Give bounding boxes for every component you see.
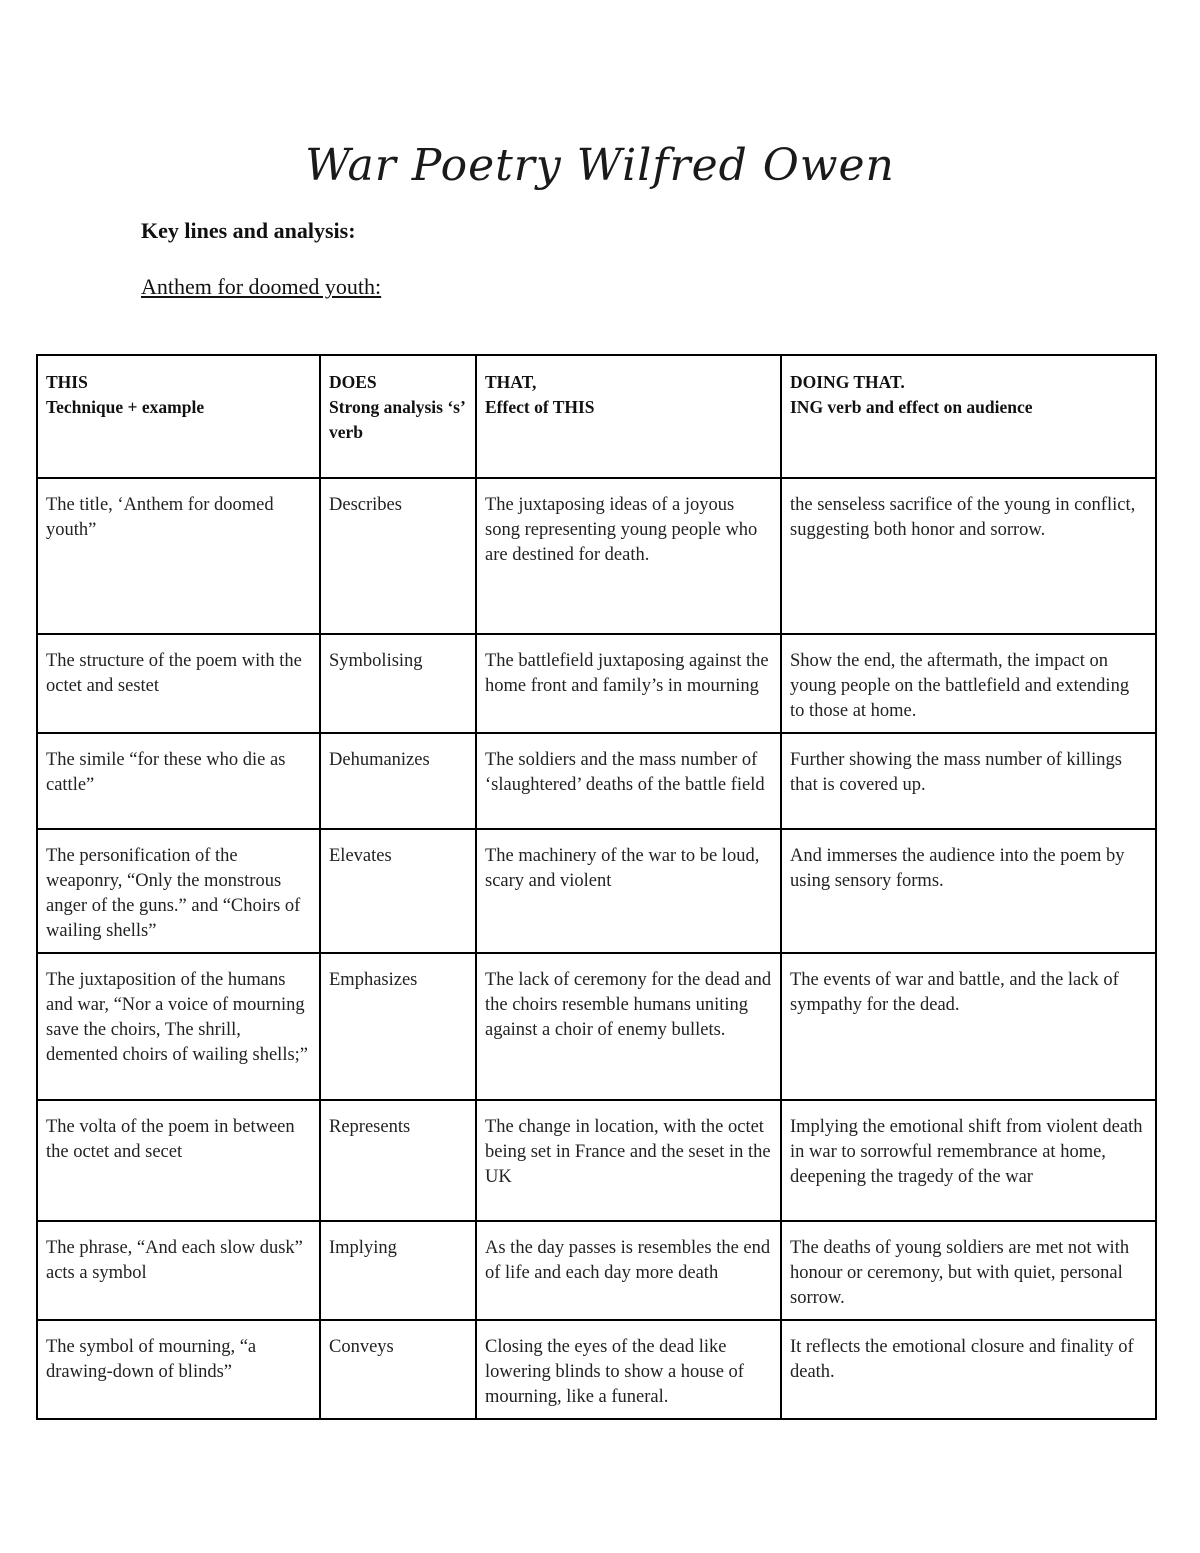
effect-cell: The lack of ceremony for the dead and the choirs resemble humans uniting against a choir of enemy bullets. (476, 953, 781, 1100)
header-label: DOING THAT. (790, 372, 905, 392)
section-subheading: Key lines and analysis: (141, 218, 356, 243)
header-does (320, 355, 476, 478)
header-label: DOES (329, 372, 377, 392)
analysis-table (36, 354, 1157, 1420)
table-header-row (37, 355, 1156, 478)
technique-cell: The symbol of mourning, “a drawing-down of blinds” (37, 1320, 320, 1419)
header-label: THIS (46, 372, 88, 392)
header-sublabel: Strong analysis ‘s’ verb (329, 397, 465, 442)
document-title: War Poetry Wilfred Owen (305, 140, 895, 191)
table-row (37, 733, 1156, 829)
technique-cell: The volta of the poem in between the octet and secet (37, 1100, 320, 1221)
technique-cell: The simile “for these who die as cattle” (37, 733, 320, 829)
technique-cell: The structure of the poem with the octet and sestet (37, 634, 320, 733)
effect-cell: The battlefield juxtaposing against the home front and family’s in mourning (476, 634, 781, 733)
header-doing-that (781, 355, 1156, 478)
audience-cell: Show the end, the aftermath, the impact on young people on the battlefield and extending to those at home. (781, 634, 1156, 733)
audience-cell: Implying the emotional shift from violent death in war to sorrowful remembrance at home, deepening the tragedy of the war (781, 1100, 1156, 1221)
verb-cell: Describes (320, 478, 476, 634)
effect-cell: The juxtaposing ideas of a joyous song representing young people who are destined for death. (476, 478, 781, 634)
verb-cell: Represents (320, 1100, 476, 1221)
header-label: THAT, (485, 372, 537, 392)
table-row (37, 829, 1156, 953)
poem-title: Anthem for doomed youth: (141, 274, 382, 299)
header-sublabel: ING verb and effect on audience (790, 397, 1033, 417)
verb-cell: Elevates (320, 829, 476, 953)
technique-cell: The personification of the weaponry, “Only the monstrous anger of the guns.” and “Choirs of wailing shells” (37, 829, 320, 953)
table-row (37, 953, 1156, 1100)
effect-cell: The change in location, with the octet being set in France and the seset in the UK (476, 1100, 781, 1221)
audience-cell: The events of war and battle, and the lack of sympathy for the dead. (781, 953, 1156, 1100)
technique-cell: The phrase, “And each slow dusk” acts a symbol (37, 1221, 320, 1320)
verb-cell: Symbolising (320, 634, 476, 733)
verb-cell: Dehumanizes (320, 733, 476, 829)
header-sublabel: Technique + example (46, 397, 205, 417)
effect-cell: Closing the eyes of the dead like lowering blinds to show a house of mourning, like a funeral. (476, 1320, 781, 1419)
audience-cell: Further showing the mass number of killings that is covered up. (781, 733, 1156, 829)
audience-cell: the senseless sacrifice of the young in conflict, suggesting both honor and sorrow. (781, 478, 1156, 634)
verb-cell: Implying (320, 1221, 476, 1320)
table-row (37, 1221, 1156, 1320)
table-row (37, 634, 1156, 733)
technique-cell: The juxtaposition of the humans and war, “Nor a voice of mourning save the choirs, The shrill, demented choirs of wailing shells;” (37, 953, 320, 1100)
header-this (37, 355, 320, 478)
verb-cell: Conveys (320, 1320, 476, 1419)
audience-cell: The deaths of young soldiers are met not with honour or ceremony, but with quiet, personal sorrow. (781, 1221, 1156, 1320)
effect-cell: As the day passes is resembles the end of life and each day more death (476, 1221, 781, 1320)
audience-cell: It reflects the emotional closure and finality of death. (781, 1320, 1156, 1419)
table-row (37, 1320, 1156, 1419)
effect-cell: The machinery of the war to be loud, scary and violent (476, 829, 781, 953)
verb-cell: Emphasizes (320, 953, 476, 1100)
technique-cell: The title, ‘Anthem for doomed youth” (37, 478, 320, 634)
audience-cell: And immerses the audience into the poem by using sensory forms. (781, 829, 1156, 953)
header-sublabel: Effect of THIS (485, 397, 595, 417)
effect-cell: The soldiers and the mass number of ‘slaughtered’ deaths of the battle field (476, 733, 781, 829)
header-that (476, 355, 781, 478)
table-row (37, 1100, 1156, 1221)
table-row (37, 478, 1156, 634)
